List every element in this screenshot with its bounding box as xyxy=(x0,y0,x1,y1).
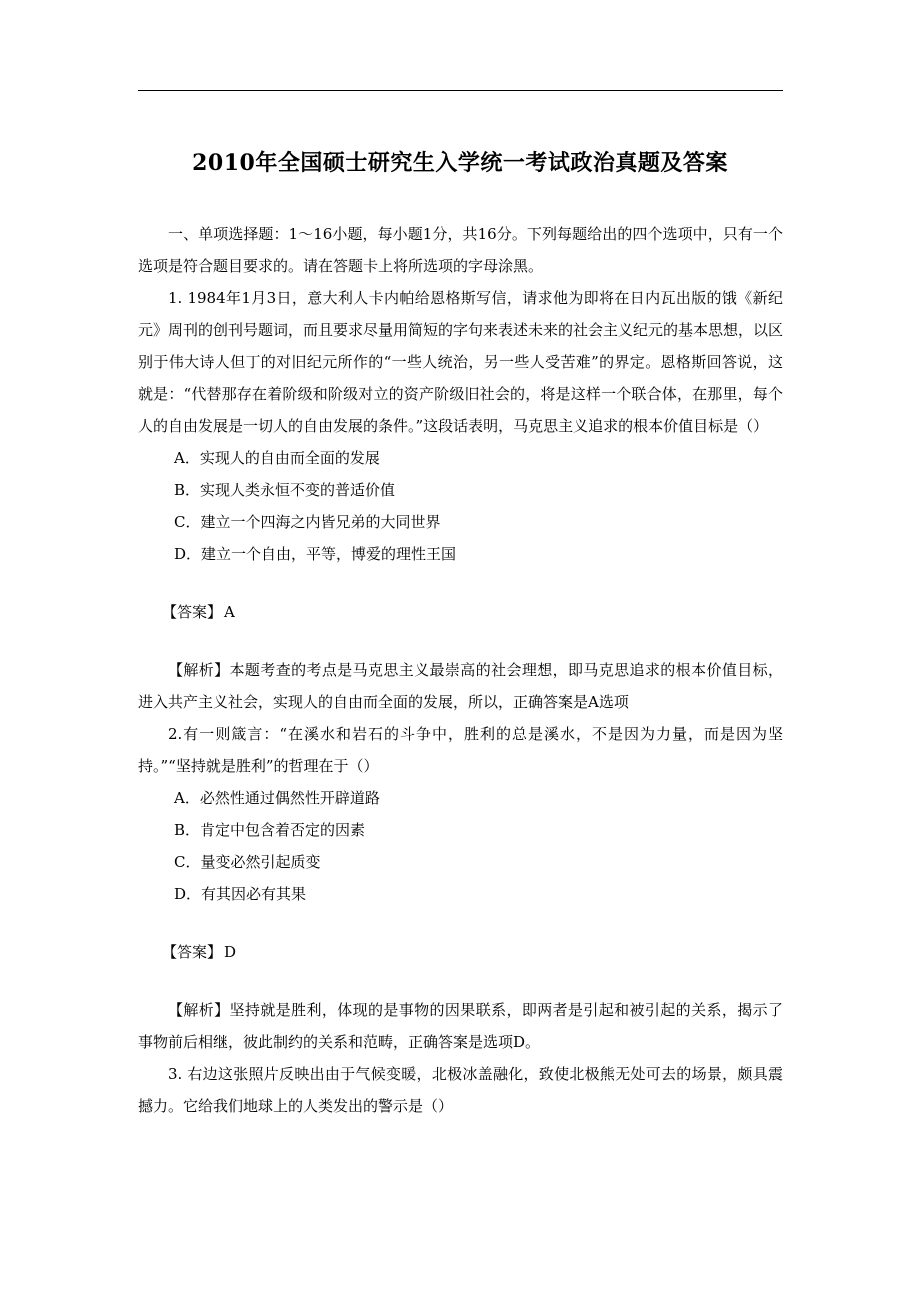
question-1-option-d: D．建立一个自由，平等，博爱的理性王国 xyxy=(174,545,457,563)
analysis-label: 【解析】 xyxy=(168,1001,230,1019)
question-1-option-c: C．建立一个四海之内皆兄弟的大同世界 xyxy=(174,513,441,531)
header-rule xyxy=(138,90,783,91)
answer-label: 【答案】 xyxy=(162,943,223,961)
analysis-text: 坚持就是胜利，体现的是事物的因果联系，即两者是引起和被引起的关系，揭示了事物前后相继，彼此制约的关系和范畴，正确答案是选项D。 xyxy=(138,1001,783,1051)
question-2-option-d: D．有其因必有其果 xyxy=(174,885,307,903)
question-1-option-b: B．实现人类永恒不变的普适价值 xyxy=(174,481,396,499)
spacer xyxy=(138,570,783,596)
question-1-answer xyxy=(138,596,783,628)
question-2-analysis xyxy=(138,994,783,1058)
spacer xyxy=(138,968,783,994)
answer-label: 【答案】 xyxy=(162,603,223,621)
spacer xyxy=(138,910,783,936)
answer-value: D xyxy=(224,943,237,961)
question-2-option-a: A．必然性通过偶然性开辟道路 xyxy=(174,789,380,807)
question-2-option-c: C．量变必然引起质变 xyxy=(174,853,321,871)
answer-value: A xyxy=(224,603,235,621)
spacer xyxy=(138,628,783,654)
question-2-stem: 2.有一则箴言：“在溪水和岩石的斗争中，胜利的总是溪水，不是因为力量，而是因为坚持。”“坚持就是胜利”的哲理在于（） xyxy=(138,725,783,775)
question-2-option-b: B．肯定中包含着否定的因素 xyxy=(174,821,366,839)
question-2-answer xyxy=(138,936,783,968)
question-1-option-a: A．实现人的自由而全面的发展 xyxy=(174,449,380,467)
document-title: 2010年全国硕士研究生入学统一考试政治真题及答案 xyxy=(192,150,728,176)
section-intro: 一、单项选择题：1～16小题，每小题1分，共16分。下列每题给出的四个选项中，只有一个选项是符合题目要求的。请在答题卡上将所选项的字母涂黑。 xyxy=(138,225,783,275)
document-body xyxy=(138,218,783,1122)
question-1-stem: 1. 1984年1月3日，意大利人卡内帕给恩格斯写信，请求他为即将在日内瓦出版的饿《新纪元》周刊的创刊号题词，而且要求尽量用简短的字句来表述未来的社会主义纪元的基本思想，以区别于伟大诗人但丁的对旧纪元所作的“一些人统治，另一些人受苦难”的界定。恩格斯回答说，这就是：“代替那存在着阶级和阶级对立的资产阶级旧社会的，将是这样一个联合体，在那里，每个人的自由发展是一切人的自由发展的条件。”这段话表明，马克思主义追求的根本价值目标是（） xyxy=(138,289,784,435)
question-1-analysis xyxy=(138,654,783,718)
analysis-label: 【解析】 xyxy=(168,661,230,679)
question-3-stem: 3. 右边这张照片反映出由于气候变暖，北极冰盖融化，致使北极熊无处可去的场景，颇具震撼力。它给我们地球上的人类发出的警示是（） xyxy=(138,1065,783,1115)
analysis-text: 本题考查的考点是马克思主义最崇高的社会理想，即马克思追求的根本价值目标，进入共产主义社会，实现人的自由而全面的发展，所以，正确答案是A选项 xyxy=(138,661,783,711)
